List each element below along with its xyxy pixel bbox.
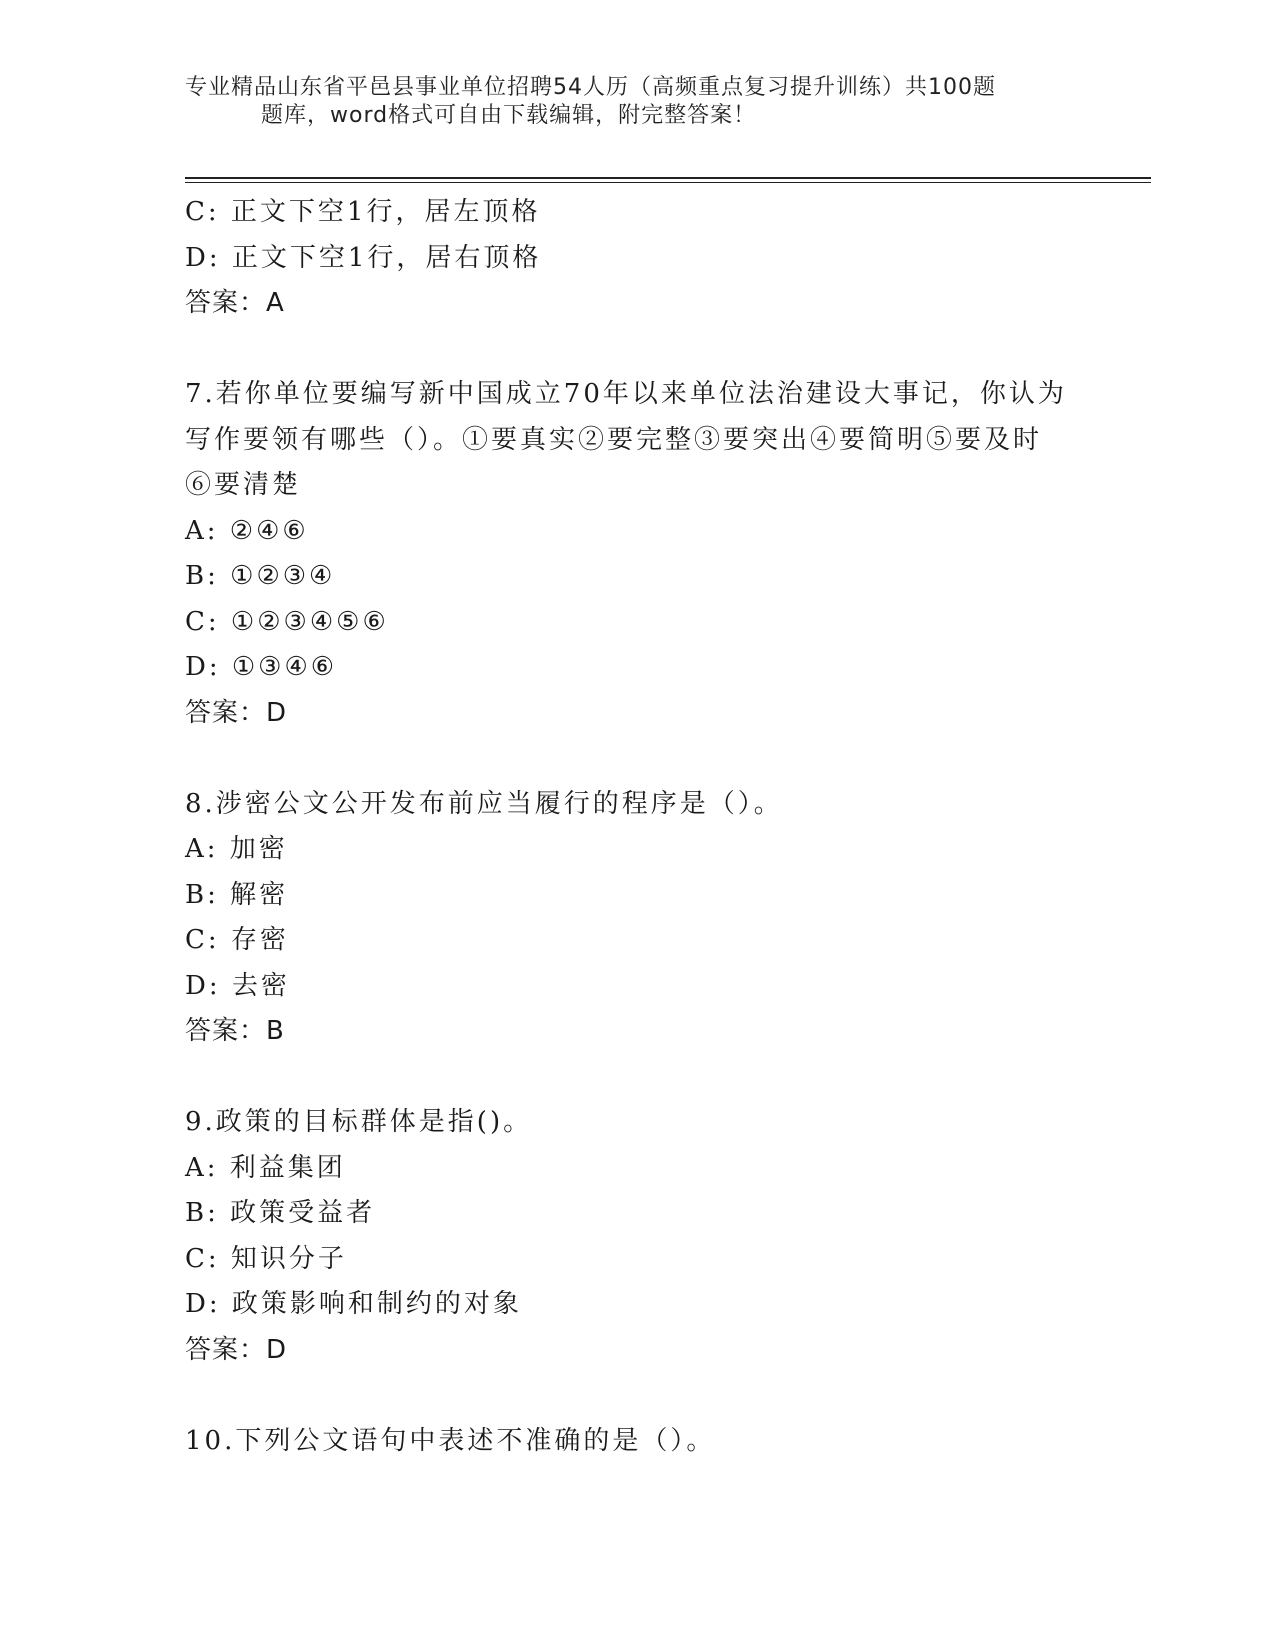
question-stem-line-1: 7.若你单位要编写新中国成立70年以来单位法治建设大事记，你认为: [185, 379, 1067, 409]
page-header: [185, 74, 1085, 130]
option-c: C: 正文下空1行，居左顶格: [185, 197, 541, 227]
question-9: [185, 1100, 1085, 1373]
option-a: A: 利益集团: [185, 1152, 346, 1183]
answer-line: 答案：D: [185, 697, 288, 728]
option-a: A: 加密: [185, 834, 288, 864]
question-8: [185, 782, 1085, 1055]
option-d: D: 去密: [185, 970, 290, 1001]
question-spacer: [185, 327, 1085, 373]
question-stem-line-2: 写作要领有哪些（）。①要真实②要完整③要突出④要简明⑤要及时: [185, 424, 1043, 455]
option-b: B: 政策受益者: [185, 1198, 376, 1228]
option-c: C: 知识分子: [185, 1243, 347, 1274]
header-divider-thin: [185, 182, 1151, 183]
question-spacer: [185, 736, 1085, 782]
option-d: D: 正文下空1行，居右顶格: [185, 242, 542, 273]
header-title-line-1: 专业精品山东省平邑县事业单位招聘54人历（高频重点复习提升训练）共100题: [185, 75, 996, 100]
answer-line: 答案：D: [185, 1334, 288, 1365]
option-a: A: ②④⑥: [185, 515, 309, 546]
option-d: D: ①③④⑥: [185, 652, 338, 682]
question-stem-line-3: ⑥要清楚: [185, 470, 302, 500]
question-list: [185, 190, 1085, 1464]
question-6-remainder: [185, 190, 1085, 327]
answer-line: 答案：B: [185, 1016, 285, 1046]
option-c: C: 存密: [185, 925, 289, 955]
option-d: D: 政策影响和制约的对象: [185, 1289, 522, 1319]
question-spacer: [185, 1373, 1085, 1419]
answer-line: 答案：A: [185, 288, 285, 318]
question-7: [185, 372, 1085, 736]
question-spacer: [185, 1055, 1085, 1101]
option-b: B: 解密: [185, 879, 289, 910]
question-stem: 10.下列公文语句中表述不准确的是（）。: [185, 1425, 716, 1456]
header-title-line-2: 题库，word格式可自由下载编辑，附完整答案！: [261, 103, 757, 128]
option-c: C: ①②③④⑤⑥: [185, 606, 389, 637]
option-b: B: ①②③④: [185, 561, 336, 591]
question-10: [185, 1419, 1085, 1465]
header-divider-thick: [185, 177, 1151, 179]
question-stem: 8.涉密公文公开发布前应当履行的程序是（）。: [185, 788, 783, 819]
question-stem: 9.政策的目标群体是指()。: [185, 1107, 533, 1137]
